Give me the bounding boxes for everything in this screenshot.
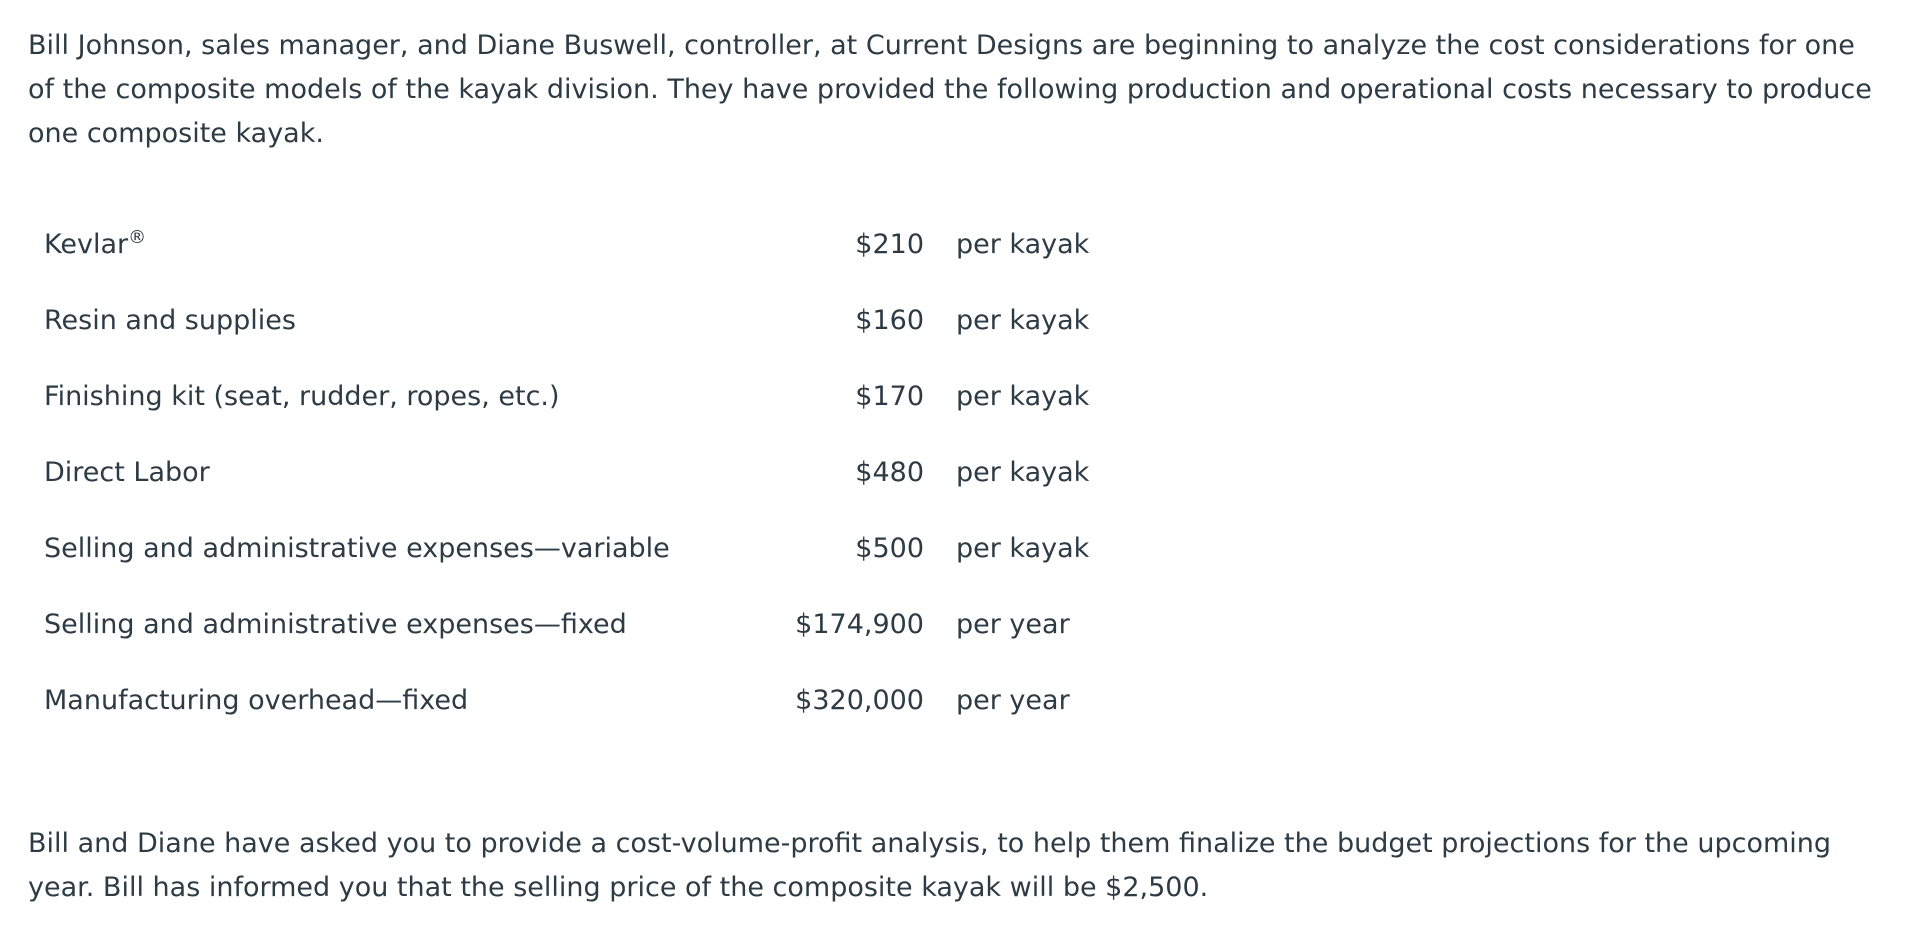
cost-unit: per year	[956, 684, 1070, 716]
cost-label: Direct Labor	[44, 456, 210, 488]
cost-amount: $160	[855, 304, 924, 336]
cost-amount: $174,900	[795, 608, 924, 640]
cost-label: Manufacturing overhead—fixed	[44, 684, 469, 716]
cost-amount: $500	[855, 532, 924, 564]
cost-unit: per kayak	[956, 532, 1090, 564]
outro-paragraph: Bill and Diane have asked you to provide a cost-volume-profit analysis, to help them finalize the budget projections for the upcoming year. Bill has informed you that the selling price of the composite kayak will be $2,500.	[28, 828, 1832, 903]
cost-label: Finishing kit (seat, rudder, ropes, etc.)	[44, 380, 560, 412]
cost-amount: $320,000	[795, 684, 924, 716]
table-row	[44, 434, 1089, 510]
cost-unit: per kayak	[956, 304, 1090, 336]
cost-unit: per kayak	[956, 228, 1090, 260]
registered-mark: ®	[128, 226, 147, 248]
cost-label: Resin and supplies	[44, 304, 296, 336]
cost-unit: per kayak	[956, 380, 1090, 412]
cost-label	[44, 206, 740, 282]
cost-label: Selling and administrative expenses—fixed	[44, 608, 627, 640]
table-row	[44, 662, 1089, 738]
cost-amount: $210	[855, 228, 924, 260]
cost-label-text: Kevlar	[44, 228, 129, 260]
cost-table	[44, 206, 1089, 738]
cost-amount: $480	[855, 456, 924, 488]
table-row	[44, 510, 1089, 586]
cost-amount: $170	[855, 380, 924, 412]
table-row	[44, 282, 1089, 358]
table-row	[44, 358, 1089, 434]
cost-unit: per year	[956, 608, 1070, 640]
table-row	[44, 206, 1089, 282]
cost-unit: per kayak	[956, 456, 1090, 488]
table-row	[44, 586, 1089, 662]
cost-label: Selling and administrative expenses—variable	[44, 532, 670, 564]
intro-paragraph: Bill Johnson, sales manager, and Diane Buswell, controller, at Current Designs are beginning to analyze the cost considerations for one of the composite models of the kayak division. They have provided the following production and operational costs necessary to produce one composite kayak.	[28, 30, 1872, 149]
